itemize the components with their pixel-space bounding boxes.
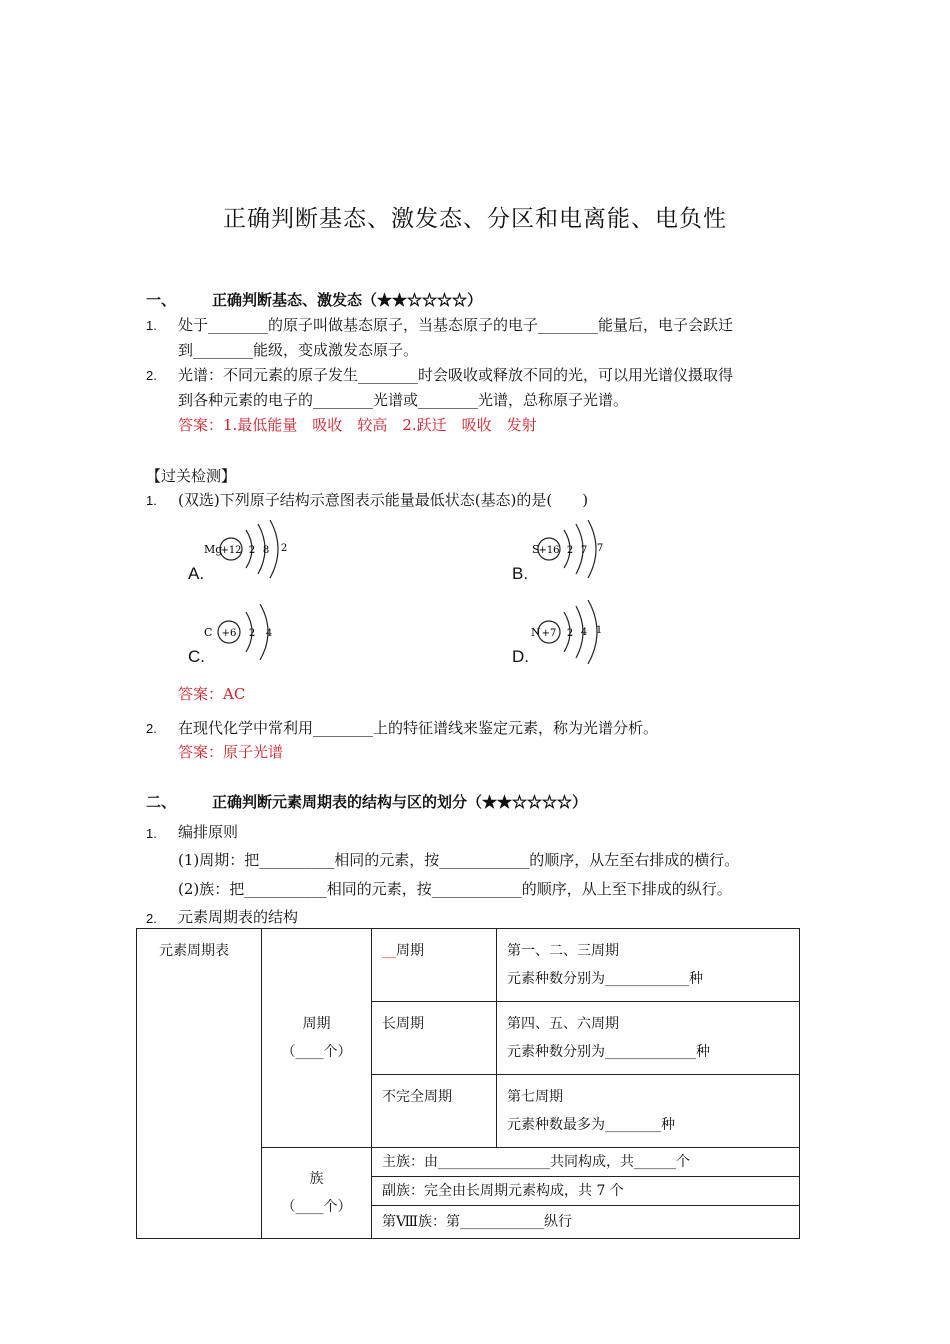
s1-q1-number: 1. <box>146 318 157 333</box>
check-q2-number: 2. <box>146 721 157 736</box>
period-count: （____个） <box>281 1044 352 1060</box>
long-period-desc1: 第四、五、六周期 <box>507 1016 619 1032</box>
incomplete-period-desc1: 第七周期 <box>507 1089 563 1105</box>
short-period-cell <box>372 929 497 1002</box>
long-period-desc-cell <box>497 1002 800 1075</box>
atom-symbol: S <box>532 543 540 556</box>
s1-q1-line1: 处于________的原子叫做基态原子，当基态原子的电子________能量后，电子会跃迁 <box>178 316 734 334</box>
sub-group-cell <box>372 1177 800 1206</box>
option-b-label: B. <box>512 564 529 583</box>
atom-diagram-c <box>200 600 310 666</box>
nucleus-charge: +16 <box>538 545 560 556</box>
short-period-desc1: 第一、二、三周期 <box>507 943 619 959</box>
sub-group-text: 副族：完全由长周期元素构成，共 7 个 <box>382 1183 624 1199</box>
s2-q2-text: 元素周期表的结构 <box>178 908 299 926</box>
atom-symbol: N <box>531 626 541 639</box>
check-q1-text: (双选)下列原子结构示意图表示能量最低状态(基态)的是( ) <box>178 491 589 509</box>
shell-arc <box>270 520 278 578</box>
option-a-label: A. <box>188 564 205 583</box>
long-period-cell <box>372 1002 497 1075</box>
s1-q2-line1: 光谱：不同元素的原子发生________时会吸收或释放不同的光，可以用光谱仪摄取得 <box>178 366 734 384</box>
period-cell <box>262 929 372 1148</box>
s1-q2-line2: 到各种元素的电子的________光谱或________光谱，总称原子光谱。 <box>178 391 629 409</box>
short-period-desc-cell <box>497 929 800 1002</box>
shell-arc <box>588 520 596 578</box>
shell-electrons: 4 <box>265 628 273 639</box>
nucleus-charge: +7 <box>541 628 557 639</box>
atom-symbol: Mg <box>204 543 223 556</box>
incomplete-period-desc2: 元素种数最多为________种 <box>507 1117 675 1133</box>
periodic-table-structure <box>136 928 800 1239</box>
short-period-label: 周期 <box>396 943 424 959</box>
section2-number: 二、 <box>146 793 177 811</box>
table-root-cell <box>137 929 262 1239</box>
check-heading: 【过关检测】 <box>146 467 237 485</box>
check-q2-answer: 答案：原子光谱 <box>178 743 284 761</box>
group-viii-cell <box>372 1206 800 1239</box>
shell-electrons: 2 <box>248 545 256 556</box>
incomplete-period-desc-cell <box>497 1075 800 1148</box>
option-c-label: C. <box>188 647 205 666</box>
atom-diagram-s <box>528 520 638 586</box>
s1-answer: 答案：1.最低能量 吸收 较高 2.跃迁 吸收 发射 <box>178 416 537 434</box>
section1-heading: 正确判断基态、激发态（★★☆☆☆☆） <box>212 291 483 309</box>
shell-electrons: 4 <box>580 627 588 638</box>
shell-electrons: 8 <box>262 545 270 556</box>
group-label: 族 <box>309 1171 324 1187</box>
shell-electrons: 2 <box>566 545 574 556</box>
nucleus-charge: +6 <box>221 628 237 639</box>
atom-diagram-mg <box>200 520 310 586</box>
s1-q1-line2: 到________能级，变成激发态原子。 <box>178 341 419 359</box>
period-label: 周期 <box>302 1016 331 1032</box>
table-root-label: 元素周期表 <box>159 943 229 959</box>
shell-electrons: 1 <box>595 625 603 636</box>
check-q2-text: 在现代化学中常利用________上的特征谱线来鉴定元素，称为光谱分析。 <box>178 719 659 737</box>
short-period-blank: __ <box>382 943 396 959</box>
s2-q1-sub1: (1)周期：把__________相同的元素，按____________的顺序，从左至右排成的横行。 <box>178 851 740 869</box>
atom-symbol: C <box>204 626 213 639</box>
long-period-label: 长周期 <box>382 1016 424 1032</box>
shell-electrons: 2 <box>566 628 574 639</box>
s2-q1-text: 编排原则 <box>178 823 239 841</box>
section1-number: 一、 <box>146 291 177 309</box>
shell-electrons: 7 <box>580 545 588 556</box>
group-cell <box>262 1148 372 1239</box>
main-group-text: 主族：由________________共同构成，共______个 <box>382 1154 690 1170</box>
shell-electrons: 2 <box>248 628 256 639</box>
s2-q1-number: 1. <box>146 826 157 841</box>
long-period-desc2: 元素种数分别为_____________种 <box>507 1044 710 1060</box>
shell-electrons: 7 <box>596 543 604 554</box>
s2-q1-sub2: (2)族：把___________相同的元素，按____________的顺序，从上至下排成的纵行。 <box>178 880 732 898</box>
page-title: 正确判断基态、激发态、分区和电离能、电负性 <box>223 206 727 232</box>
s2-q2-number: 2. <box>146 911 157 926</box>
short-period-desc2: 元素种数分别为____________种 <box>507 971 703 987</box>
section2-heading: 正确判断元素周期表的结构与区的划分（★★☆☆☆☆） <box>212 793 588 811</box>
shell-electrons: 2 <box>280 543 288 554</box>
group-viii-text: 第Ⅷ族：第____________纵行 <box>382 1214 573 1230</box>
incomplete-period-cell <box>372 1075 497 1148</box>
option-d-label: D. <box>512 647 529 666</box>
nucleus-charge: +12 <box>220 545 242 556</box>
group-count: （____个） <box>281 1199 352 1215</box>
main-group-cell <box>372 1148 800 1177</box>
check-q1-answer: 答案：AC <box>178 685 246 703</box>
incomplete-period-label: 不完全周期 <box>382 1089 452 1105</box>
s1-q2-number: 2. <box>146 368 157 383</box>
atom-diagram-n <box>528 600 638 666</box>
check-q1-number: 1. <box>146 493 157 508</box>
